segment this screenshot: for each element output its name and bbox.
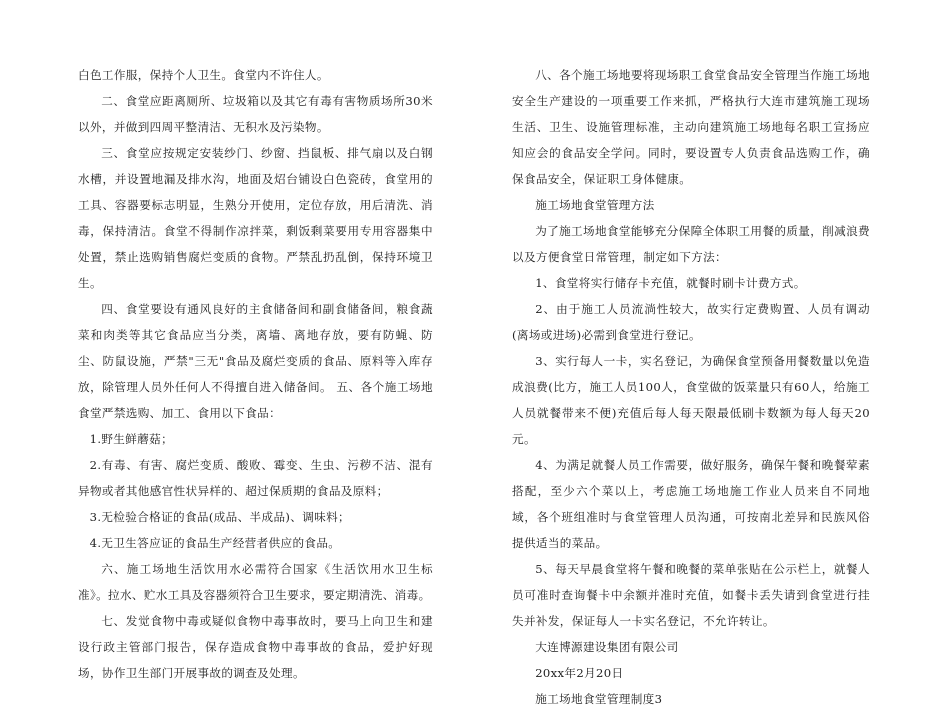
paragraph: 八、各个施工场地要将现场职工食堂食品安全管理当作施工场地安全生产建设的一项重要工作来抓，严格执行大连市建筑施工现场生活、卫生、设施管理标准，主动向建筑施工场地每名职工宣扬应知应会的食品安全学问。同时，要设置专人负责食品选购工作，确保食品安全，保证职工身体健康。 bbox=[512, 68, 870, 186]
list-item: 2.有毒、有害、腐烂变质、酸败、霉变、生虫、污秽不洁、混有异物或者其他感官性状异样的、超过保质期的食品及原料； bbox=[78, 458, 433, 498]
paragraph: 白色工作服，保持个人卫生。食堂内不许住人。 bbox=[78, 68, 329, 82]
document-date: 20xx年2月20日 bbox=[535, 666, 624, 680]
list-item: 2、由于施工人员流淌性较大，故实行定费购置、人员有调动(离场或进场)必需到食堂进行登记。 bbox=[512, 302, 870, 342]
list-item: 3.无检验合格证的食品(成品、半成品)、调味料； bbox=[89, 510, 350, 524]
paragraph: 三、食堂应按规定安装纱门、纱窗、挡鼠板、排气扇以及白钢水槽，并设置地漏及排水沟，地面及炤台铺设白色瓷砖，食堂用的工具、容器要标志明显，生熟分开使用，定位存放，用后清洗、消毒，保持清洁。食堂不得制作凉拌菜，剩饭剩菜要用专用容器集中处置，禁止选购销售腐烂变质的食物。严禁乱扔乱倒，保持环境卫生。 bbox=[78, 146, 433, 290]
left-column bbox=[78, 62, 433, 686]
section-heading: 施工场地食堂管理方法 bbox=[535, 198, 655, 212]
company-name: 大连博源建设集团有限公司 bbox=[535, 640, 679, 654]
right-column bbox=[512, 62, 870, 712]
paragraph: 二、食堂应距离厕所、垃圾箱以及其它有毒有害物质场所30米以外，并做到四周平整清洁、无积水及污染物。 bbox=[78, 94, 433, 134]
list-item: 5、每天早晨食堂将午餐和晚餐的菜单张贴在公示栏上，就餐人员可准时查询餐卡中余额并准时充值，如餐卡丢失请到食堂进行挂失并补发，保证每人一卡实名登记，不允许转让。 bbox=[512, 562, 870, 628]
next-section-title: 施工场地食堂管理制度3 bbox=[535, 692, 663, 706]
list-item: 1.野生鲜蘑菇； bbox=[89, 432, 174, 446]
paragraph: 为了施工场地食堂能够充分保障全体职工用餐的质量，削减浪费以及方便食堂日常管理，制定如下方法： bbox=[512, 224, 870, 264]
paragraph: 四、食堂要设有通风良好的主食储备间和副食储备间，粮食蔬菜和肉类等其它食品应当分类，离墙、离地存放，要有防蝇、防尘、防鼠设施，严禁"三无"食品及腐烂变质的食品、原料等入库存放，除管理人员外任何人不得擅自进入储备间。 五、各个施工场地食堂严禁选购、加工、食用以下食品： bbox=[78, 302, 433, 420]
paragraph: 七、发觉食物中毒或疑似食物中毒事故时，要马上向卫生和建设行政主管部门报告，保存造成食物中毒事故的食品，爱护好现场，协作卫生部门开展事故的调查及处理。 bbox=[78, 614, 433, 680]
list-item: 4、为满足就餐人员工作需要，做好服务，确保午餐和晚餐荤素搭配，至少六个菜以上，考虑施工场地施工作业人员来自不同地域，各个班组准时与食堂管理人员沟通，可按南北差异和民族风俗提供适当的菜品。 bbox=[512, 458, 870, 550]
list-item: 4.无卫生答应证的食品生产经营者供应的食品。 bbox=[89, 536, 341, 550]
paragraph: 六、施工场地生活饮用水必需符合国家《生活饮用水卫生标准》。拉水、贮水工具及容器须符合卫生要求，要定期清洗、消毒。 bbox=[78, 562, 433, 602]
list-item: 3、实行每人一卡，实名登记，为确保食堂预备用餐数量以免造成浪费(比方，施工人员100人，食堂做的饭菜量只有60人，给施工人员就餐带来不便)充值后每人每天限最低刷卡数额为每人每天20元。 bbox=[512, 354, 870, 446]
list-item: 1、食堂将实行储存卡充值，就餐时刷卡计费方式。 bbox=[535, 276, 806, 290]
